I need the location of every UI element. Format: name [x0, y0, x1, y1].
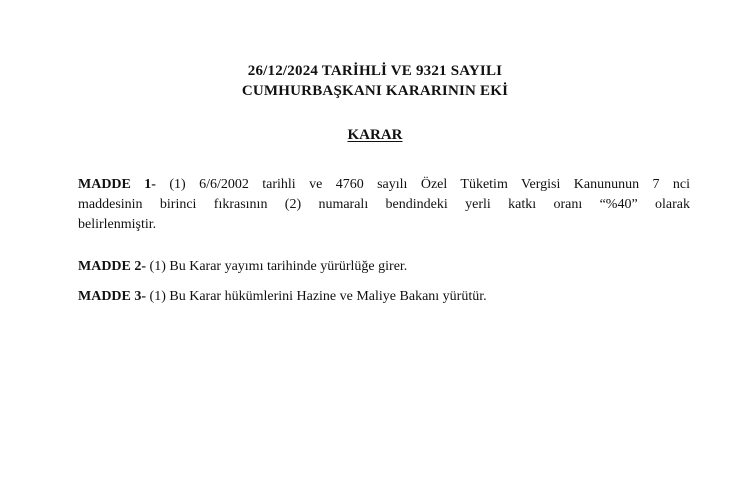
- article-1-text-line1: (1) 6/6/2002 tarihli ve 4760 sayılı Özel Tüketim Vergisi Kanununun 7 nci: [169, 177, 691, 192]
- document-heading-line2: CUMHURBAŞKANI KARARININ EKİ: [241, 83, 509, 99]
- article-3: [78, 287, 690, 307]
- article-3-line: [78, 287, 690, 307]
- article-2-text: (1) Bu Karar yayımı tarihinde yürürlüğe girer.: [149, 259, 408, 274]
- karar-title: KARAR: [347, 127, 403, 143]
- article-1-label: MADDE 1-: [78, 177, 156, 192]
- article-3-text: (1) Bu Karar hükümlerini Hazine ve Maliye Bakanı yürütür.: [149, 289, 487, 304]
- karar-title-block: [0, 125, 750, 145]
- article-1-line2: maddesinin birinci fıkrasının (2) numaralı bendindeki yerli katkı oranı “%40” olarak: [78, 197, 690, 212]
- article-1: [78, 175, 690, 235]
- article-2: [78, 257, 690, 277]
- article-1-line1: [78, 175, 690, 195]
- article-3-label: MADDE 3-: [78, 289, 147, 304]
- article-1-line3: belirlenmiştir.: [78, 217, 157, 232]
- article-2-line: [78, 257, 690, 277]
- document-heading-line1: 26/12/2024 TARİHLİ VE 9321 SAYILI: [247, 63, 503, 79]
- article-2-label: MADDE 2-: [78, 259, 147, 274]
